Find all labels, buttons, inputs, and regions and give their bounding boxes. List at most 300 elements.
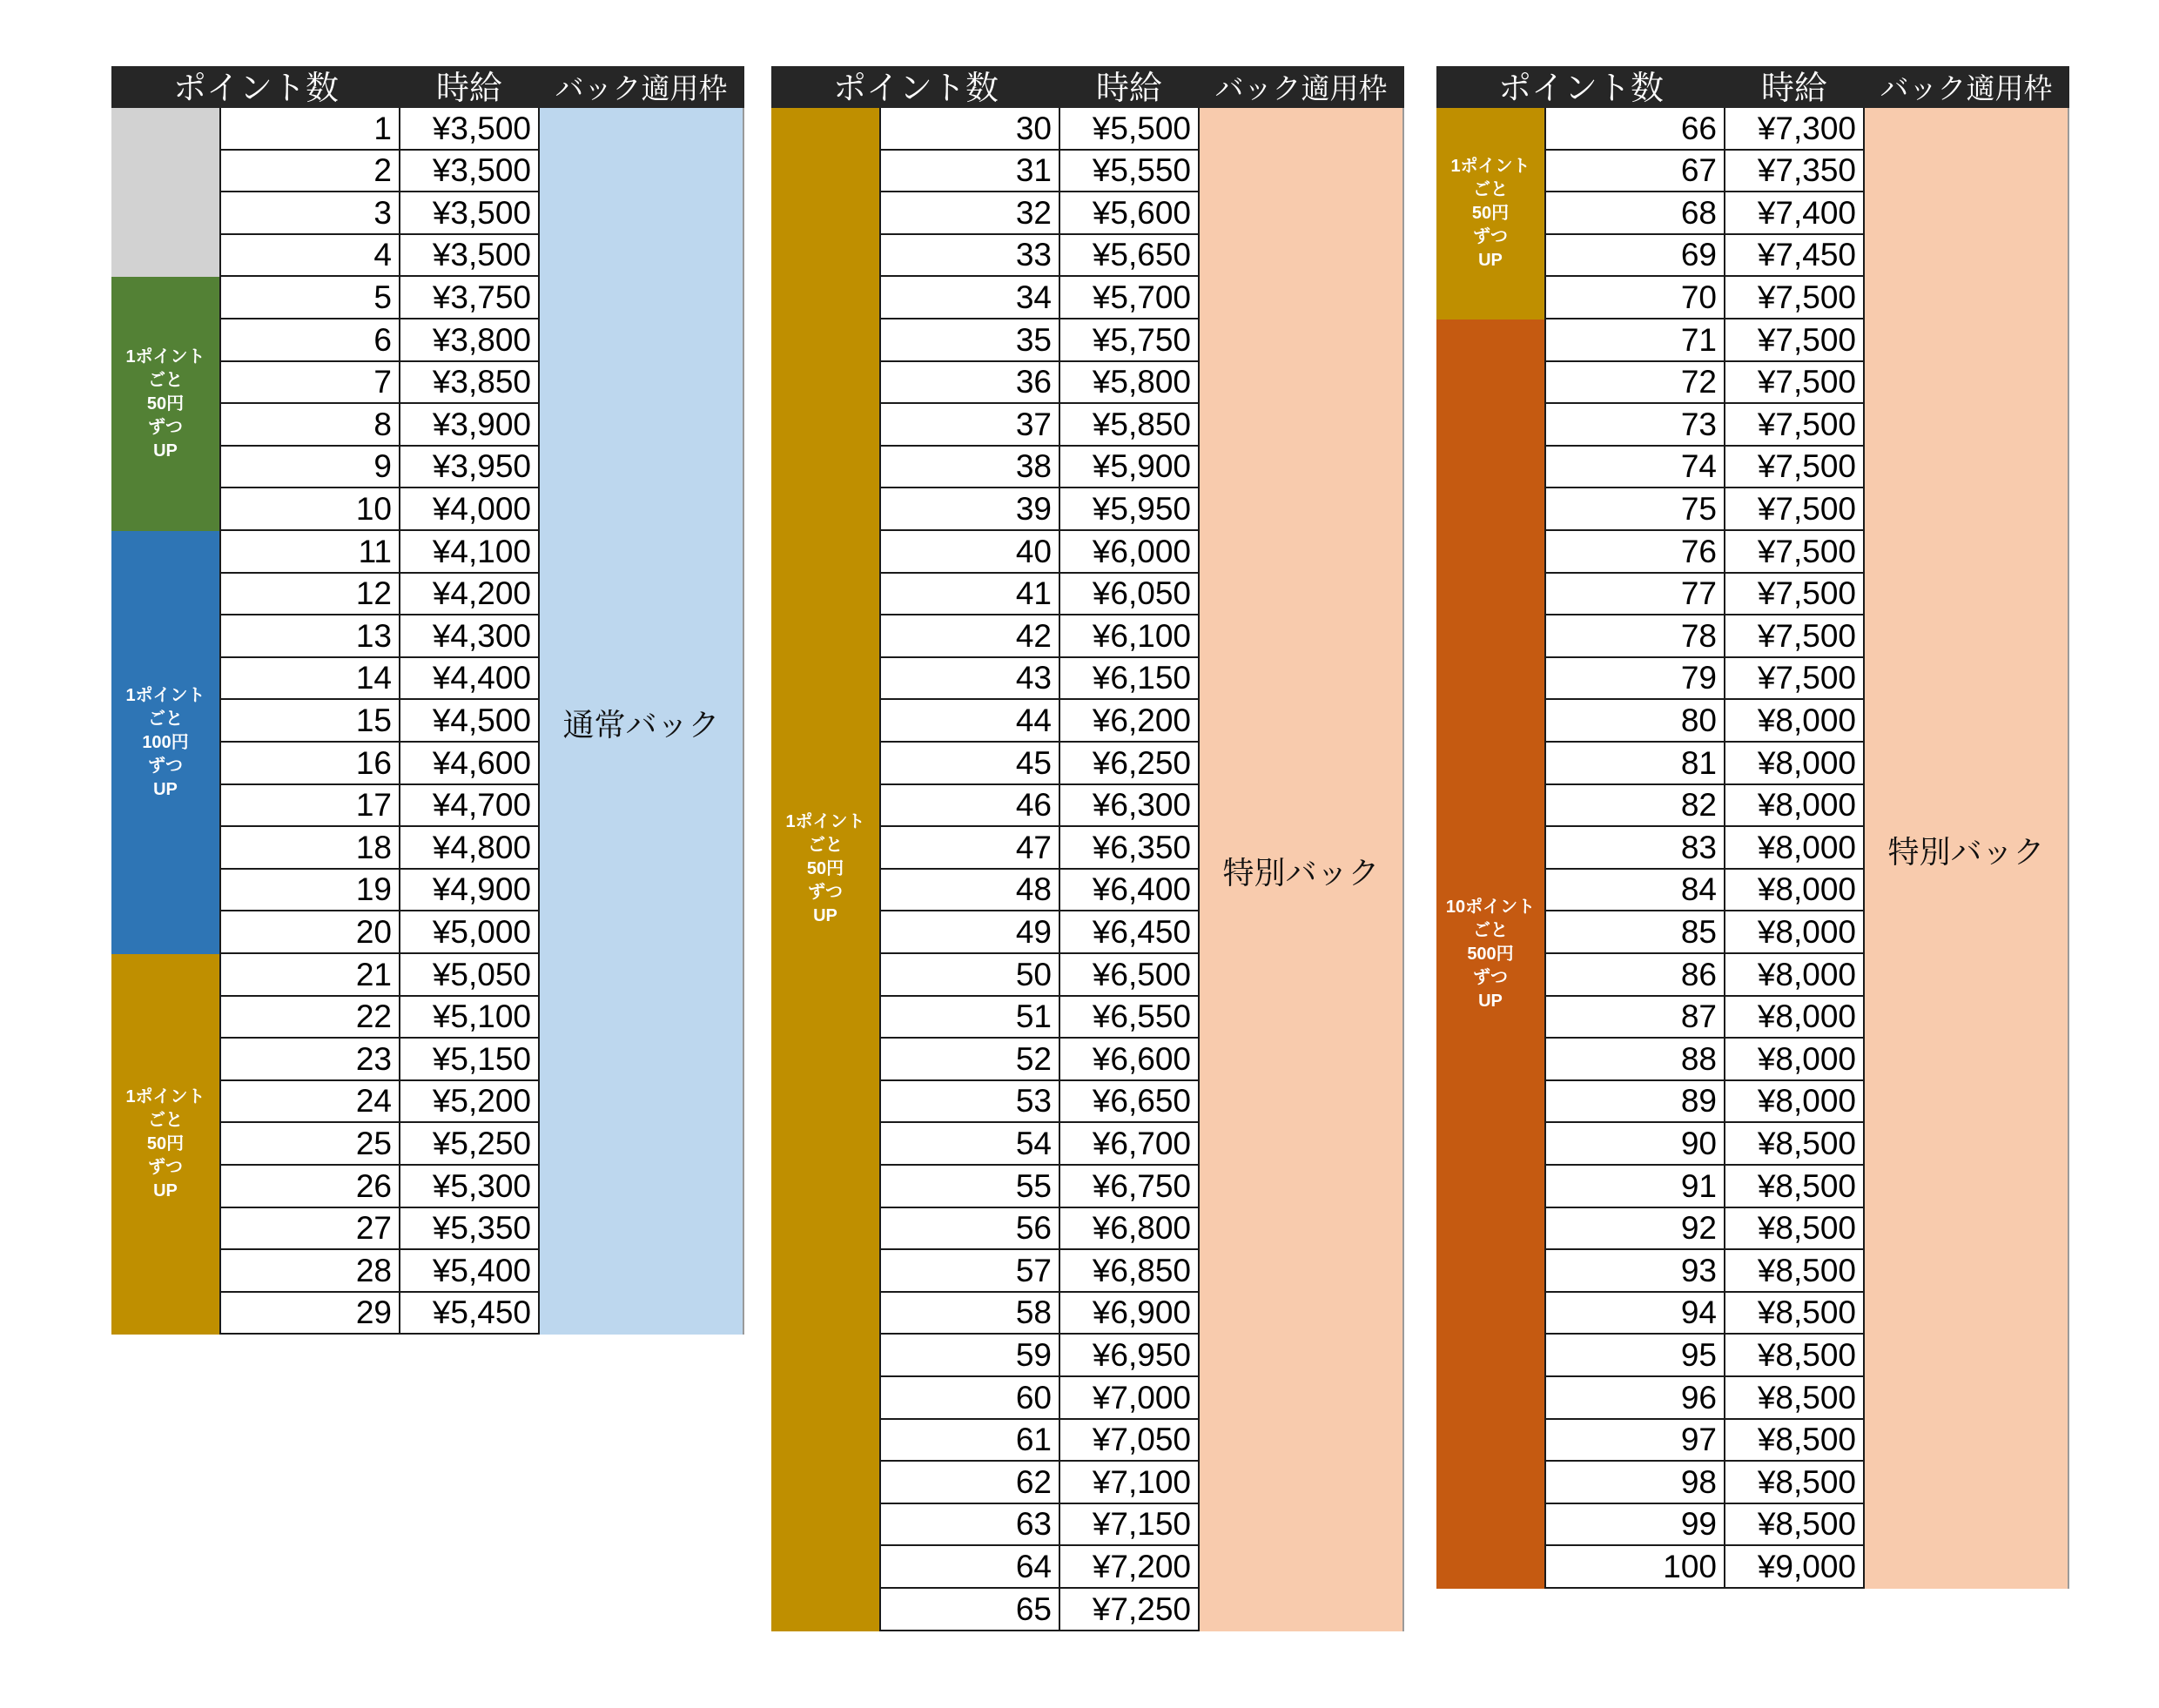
wage-value: ¥8,000 (1757, 1040, 1856, 1077)
points-value: 77 (1680, 575, 1717, 612)
points-value: 23 (355, 1040, 392, 1077)
points-value: 68 (1680, 194, 1717, 231)
points-value: 19 (355, 871, 392, 908)
wage-cell (400, 1123, 540, 1166)
points-cell (879, 911, 1060, 954)
wage-cell (1725, 319, 1865, 362)
wage-value: ¥7,500 (1757, 364, 1856, 400)
points-value: 99 (1680, 1506, 1717, 1543)
table-row (1544, 911, 1865, 954)
wage-value: ¥7,500 (1757, 575, 1856, 612)
table-row (219, 151, 540, 193)
wage-cell (1060, 447, 1200, 489)
points-value: 42 (1015, 617, 1052, 654)
points-value: 5 (373, 279, 392, 315)
table-row (1544, 1546, 1865, 1589)
wage-value: ¥5,250 (432, 1125, 531, 1161)
points-cell (1544, 1250, 1725, 1293)
points-value: 22 (355, 999, 392, 1035)
table-row (219, 785, 540, 828)
group-label-line: 50円 (146, 1134, 185, 1154)
wage-value: ¥7,000 (1092, 1379, 1191, 1415)
table-row (219, 1293, 540, 1335)
points-cell (1544, 235, 1725, 278)
wage-value: ¥7,100 (1092, 1463, 1191, 1500)
points-cell (1544, 1504, 1725, 1547)
table-row (219, 404, 540, 447)
wage-value: ¥5,350 (432, 1210, 531, 1247)
group-label-line: ごと (1473, 180, 1508, 199)
points-cell (1544, 1208, 1725, 1251)
header-back: バック適用枠 (1214, 72, 1388, 104)
group-label-line: ずつ (148, 417, 183, 437)
table-row (219, 743, 540, 785)
wage-value: ¥7,400 (1757, 194, 1856, 231)
wage-cell (1725, 1504, 1865, 1547)
points-value: 50 (1015, 956, 1052, 992)
group-label-line: ごと (148, 709, 183, 729)
wage-value: ¥3,850 (432, 364, 531, 400)
wage-value: ¥8,000 (1757, 913, 1856, 950)
points-value: 83 (1680, 829, 1717, 865)
points-value: 94 (1680, 1294, 1717, 1331)
header-points: ポイント数 (1497, 71, 1664, 107)
points-value: 56 (1015, 1210, 1052, 1247)
points-value: 43 (1015, 660, 1052, 696)
table-row (879, 1123, 1200, 1166)
table-row (219, 658, 540, 701)
wage-cell (1060, 615, 1200, 658)
wage-value: ¥8,500 (1757, 1125, 1856, 1161)
group-label-line: 10ポイント (1445, 897, 1536, 917)
wage-value: ¥5,150 (432, 1040, 531, 1077)
wage-cell (400, 277, 540, 319)
wage-cell (1060, 1123, 1200, 1166)
points-cell (879, 658, 1060, 701)
table-row (1544, 827, 1865, 870)
wage-value: ¥7,500 (1757, 490, 1856, 527)
points-value: 41 (1015, 575, 1052, 612)
points-value: 85 (1680, 913, 1717, 950)
wage-value: ¥7,500 (1757, 617, 1856, 654)
wage-cell (1060, 1293, 1200, 1335)
wage-value: ¥7,500 (1757, 660, 1856, 696)
points-cell (1544, 1039, 1725, 1081)
wage-value: ¥7,250 (1092, 1590, 1191, 1627)
wage-value: ¥8,000 (1757, 1083, 1856, 1120)
wage-cell (1060, 1420, 1200, 1463)
group-label-line: ずつ (148, 756, 183, 776)
table-row (879, 1462, 1200, 1504)
group-label-line: 1ポイント (125, 1087, 205, 1107)
points-cell (879, 277, 1060, 319)
points-cell (1544, 743, 1725, 785)
group-label-line: 50円 (146, 393, 185, 414)
wage-cell (1060, 235, 1200, 278)
wage-cell (1060, 1546, 1200, 1589)
table-row (879, 1335, 1200, 1377)
group-label-line: UP (1478, 991, 1503, 1011)
wage-value: ¥5,600 (1092, 194, 1191, 231)
table-row (1544, 1504, 1865, 1547)
wage-cell (400, 1039, 540, 1081)
wage-cell (400, 531, 540, 574)
wage-value: ¥6,750 (1092, 1167, 1191, 1204)
points-value: 58 (1015, 1294, 1052, 1331)
points-cell (1544, 531, 1725, 574)
wage-cell (1060, 1335, 1200, 1377)
wage-cell (400, 658, 540, 701)
table-row (879, 911, 1200, 954)
header-wage: 時給 (435, 71, 502, 107)
group-label-line: ごと (148, 370, 183, 390)
wage-value: ¥8,000 (1757, 956, 1856, 992)
points-cell (879, 827, 1060, 870)
header-wage: 時給 (1760, 71, 1827, 107)
table-row (879, 658, 1200, 701)
points-cell (1544, 1123, 1725, 1166)
wage-value: ¥5,050 (432, 956, 531, 992)
wage-value: ¥8,000 (1757, 787, 1856, 824)
wage-cell (1725, 743, 1865, 785)
points-value: 65 (1015, 1590, 1052, 1627)
points-cell (1544, 997, 1725, 1039)
wage-cell (1060, 1504, 1200, 1547)
wage-value: ¥6,600 (1092, 1040, 1191, 1077)
wage-cell (400, 700, 540, 743)
table-row (1544, 319, 1865, 362)
table-row (1544, 362, 1865, 405)
wage-cell (1725, 658, 1865, 701)
points-value: 66 (1680, 110, 1717, 146)
wage-value: ¥7,500 (1757, 533, 1856, 569)
points-value: 89 (1680, 1083, 1717, 1120)
points-value: 76 (1680, 533, 1717, 569)
points-cell (219, 700, 400, 743)
back-category-label: 特別バック (1222, 854, 1380, 891)
wage-value: ¥6,550 (1092, 999, 1191, 1035)
wage-value: ¥5,200 (432, 1083, 531, 1120)
points-value: 10 (355, 490, 392, 527)
points-value: 95 (1680, 1336, 1717, 1373)
wage-value: ¥5,550 (1092, 152, 1191, 189)
points-value: 36 (1015, 364, 1052, 400)
increment-group-label (111, 346, 219, 463)
wage-value: ¥6,400 (1092, 871, 1191, 908)
wage-cell (1060, 574, 1200, 616)
points-value: 93 (1680, 1252, 1717, 1288)
table-row (879, 447, 1200, 489)
wage-value: ¥5,850 (1092, 406, 1191, 442)
points-cell (219, 870, 400, 912)
wage-cell (1060, 1166, 1200, 1208)
table-row (219, 192, 540, 235)
points-cell (879, 1081, 1060, 1124)
table-header (111, 66, 744, 108)
points-cell (879, 1123, 1060, 1166)
wage-value: ¥9,000 (1757, 1548, 1856, 1584)
table-row (1544, 870, 1865, 912)
wage-value: ¥5,300 (432, 1167, 531, 1204)
wage-cell (400, 108, 540, 151)
points-cell (219, 743, 400, 785)
table-row (879, 827, 1200, 870)
points-cell (879, 1250, 1060, 1293)
increment-group-band (111, 108, 219, 277)
points-cell (879, 108, 1060, 151)
table-row (879, 1504, 1200, 1547)
points-cell (879, 997, 1060, 1039)
points-cell (219, 108, 400, 151)
table-row (1544, 235, 1865, 278)
wage-value: ¥3,750 (432, 279, 531, 315)
points-value: 59 (1015, 1336, 1052, 1373)
table-row (219, 1250, 540, 1293)
wage-cell (1060, 911, 1200, 954)
wage-value: ¥4,800 (432, 829, 531, 865)
wage-cell (1725, 700, 1865, 743)
table-row (1544, 1293, 1865, 1335)
points-cell (219, 574, 400, 616)
wage-cell (400, 911, 540, 954)
points-value: 44 (1015, 702, 1052, 738)
group-label-line: 50円 (806, 859, 844, 879)
points-cell (219, 1039, 400, 1081)
table-row (219, 700, 540, 743)
points-cell (1544, 1377, 1725, 1420)
wage-value: ¥8,500 (1757, 1252, 1856, 1288)
wage-cell (1060, 997, 1200, 1039)
wage-value: ¥8,000 (1757, 999, 1856, 1035)
points-value: 9 (373, 448, 392, 485)
points-cell (219, 151, 400, 193)
group-label-line: 1ポイント (785, 812, 865, 832)
wage-cell (1725, 362, 1865, 405)
points-value: 72 (1680, 364, 1717, 400)
points-value: 27 (355, 1210, 392, 1247)
table-row (879, 1039, 1200, 1081)
wage-cell (1060, 404, 1200, 447)
wage-value: ¥6,100 (1092, 617, 1191, 654)
points-cell (1544, 1462, 1725, 1504)
points-value: 2 (373, 152, 392, 189)
points-cell (219, 1123, 400, 1166)
wage-table-2 (771, 66, 1404, 1631)
table-row (1544, 743, 1865, 785)
table-row (879, 574, 1200, 616)
table-row (879, 235, 1200, 278)
table-row (219, 447, 540, 489)
points-value: 47 (1015, 829, 1052, 865)
wage-value: ¥5,750 (1092, 321, 1191, 358)
table-row (219, 911, 540, 954)
points-cell (879, 488, 1060, 531)
wage-cell (400, 1293, 540, 1335)
wage-cell (1060, 1589, 1200, 1631)
wage-cell (1725, 1123, 1865, 1166)
points-cell (219, 319, 400, 362)
wage-value: ¥6,500 (1092, 956, 1191, 992)
points-cell (879, 1335, 1060, 1377)
wage-cell (1060, 488, 1200, 531)
group-label-line: 500円 (1467, 944, 1514, 964)
points-cell (1544, 615, 1725, 658)
points-cell (219, 997, 400, 1039)
points-value: 98 (1680, 1463, 1717, 1500)
wage-value: ¥6,450 (1092, 913, 1191, 950)
increment-group-band (771, 108, 879, 1631)
wage-cell (1725, 404, 1865, 447)
points-value: 38 (1015, 448, 1052, 485)
table-row (219, 827, 540, 870)
points-value: 35 (1015, 321, 1052, 358)
table-row (879, 488, 1200, 531)
group-label-line: 50円 (1471, 204, 1510, 223)
wage-cell (1725, 1377, 1865, 1420)
points-value: 86 (1680, 956, 1717, 992)
wage-cell (400, 574, 540, 616)
table-row (1544, 404, 1865, 447)
wage-cell (1725, 997, 1865, 1039)
table-body (1436, 108, 2069, 1589)
wage-cell (1725, 1293, 1865, 1335)
wage-cell (1060, 1377, 1200, 1420)
wage-cell (1725, 1546, 1865, 1589)
points-cell (1544, 1420, 1725, 1463)
points-value: 75 (1680, 490, 1717, 527)
table-row (879, 1589, 1200, 1631)
points-cell (1544, 1081, 1725, 1124)
wage-value: ¥8,500 (1757, 1336, 1856, 1373)
table-row (879, 997, 1200, 1039)
wage-cell (1060, 785, 1200, 828)
table-row (219, 1081, 540, 1124)
group-label-line: UP (813, 906, 837, 926)
wage-cell (1725, 870, 1865, 912)
table-row (1544, 1166, 1865, 1208)
wage-cell (1725, 615, 1865, 658)
wage-value: ¥6,850 (1092, 1252, 1191, 1288)
points-value: 6 (373, 321, 392, 358)
wage-cell (1725, 277, 1865, 319)
table-row (879, 531, 1200, 574)
wage-cell (1725, 192, 1865, 235)
points-value: 84 (1680, 871, 1717, 908)
wage-cell (1725, 1250, 1865, 1293)
table-row (879, 1208, 1200, 1251)
back-category-column (1865, 108, 2069, 1589)
points-cell (219, 1166, 400, 1208)
table-row (1544, 1420, 1865, 1463)
points-cell (219, 1293, 400, 1335)
table-row (879, 108, 1200, 151)
wage-cell (1060, 108, 1200, 151)
points-value: 67 (1680, 152, 1717, 189)
table-row (219, 954, 540, 997)
group-label-line: UP (153, 440, 178, 461)
points-cell (879, 700, 1060, 743)
increment-group-label (1436, 896, 1544, 1013)
group-label-line: 1ポイント (125, 346, 205, 366)
table-row (219, 1123, 540, 1166)
points-value: 55 (1015, 1167, 1052, 1204)
table-row (219, 997, 540, 1039)
points-cell (879, 531, 1060, 574)
points-value: 51 (1015, 999, 1052, 1035)
wage-value: ¥6,900 (1092, 1294, 1191, 1331)
group-label-line: ごと (1473, 920, 1508, 940)
points-cell (879, 404, 1060, 447)
table-row (1544, 447, 1865, 489)
points-cell (219, 531, 400, 574)
points-cell (879, 1589, 1060, 1631)
table-row (1544, 1123, 1865, 1166)
wage-value: ¥5,100 (432, 999, 531, 1035)
table-row (1544, 1335, 1865, 1377)
points-cell (219, 911, 400, 954)
points-value: 18 (355, 829, 392, 865)
table-row (219, 531, 540, 574)
wage-value: ¥3,950 (432, 448, 531, 485)
points-value: 64 (1015, 1548, 1052, 1584)
points-cell (879, 447, 1060, 489)
increment-group-band (111, 531, 219, 954)
points-cell (219, 404, 400, 447)
wage-value: ¥8,000 (1757, 744, 1856, 781)
points-cell (1544, 700, 1725, 743)
points-value: 28 (355, 1252, 392, 1288)
points-value: 17 (355, 787, 392, 824)
points-value: 20 (355, 913, 392, 950)
group-label-line: ごと (148, 1111, 183, 1131)
wage-value: ¥7,500 (1757, 279, 1856, 315)
points-value: 39 (1015, 490, 1052, 527)
points-value: 30 (1015, 110, 1052, 146)
table-row (1544, 954, 1865, 997)
wage-value: ¥5,900 (1092, 448, 1191, 485)
points-cell (879, 1039, 1060, 1081)
wage-cell (1725, 1208, 1865, 1251)
wage-cell (400, 827, 540, 870)
wage-value: ¥3,900 (432, 406, 531, 442)
table-row (879, 319, 1200, 362)
table-row (879, 954, 1200, 997)
table-row (879, 277, 1200, 319)
points-value: 33 (1015, 237, 1052, 273)
wage-cell (1060, 1081, 1200, 1124)
wage-value: ¥7,350 (1757, 152, 1856, 189)
wage-cell (1060, 743, 1200, 785)
points-cell (219, 1081, 400, 1124)
increment-group-band (1436, 108, 1544, 319)
wage-value: ¥5,800 (1092, 364, 1191, 400)
table-row (879, 700, 1200, 743)
points-value: 81 (1680, 744, 1717, 781)
points-value: 14 (355, 660, 392, 696)
points-cell (879, 785, 1060, 828)
points-cell (219, 615, 400, 658)
wage-value: ¥7,200 (1092, 1548, 1191, 1584)
points-cell (879, 1504, 1060, 1547)
wage-value: ¥8,000 (1757, 702, 1856, 738)
points-value: 78 (1680, 617, 1717, 654)
group-label-line: UP (153, 1181, 178, 1201)
group-label-line: ずつ (808, 883, 843, 903)
wage-value: ¥8,000 (1757, 871, 1856, 908)
table-row (219, 1208, 540, 1251)
wage-cell (1060, 870, 1200, 912)
points-value: 90 (1680, 1125, 1717, 1161)
